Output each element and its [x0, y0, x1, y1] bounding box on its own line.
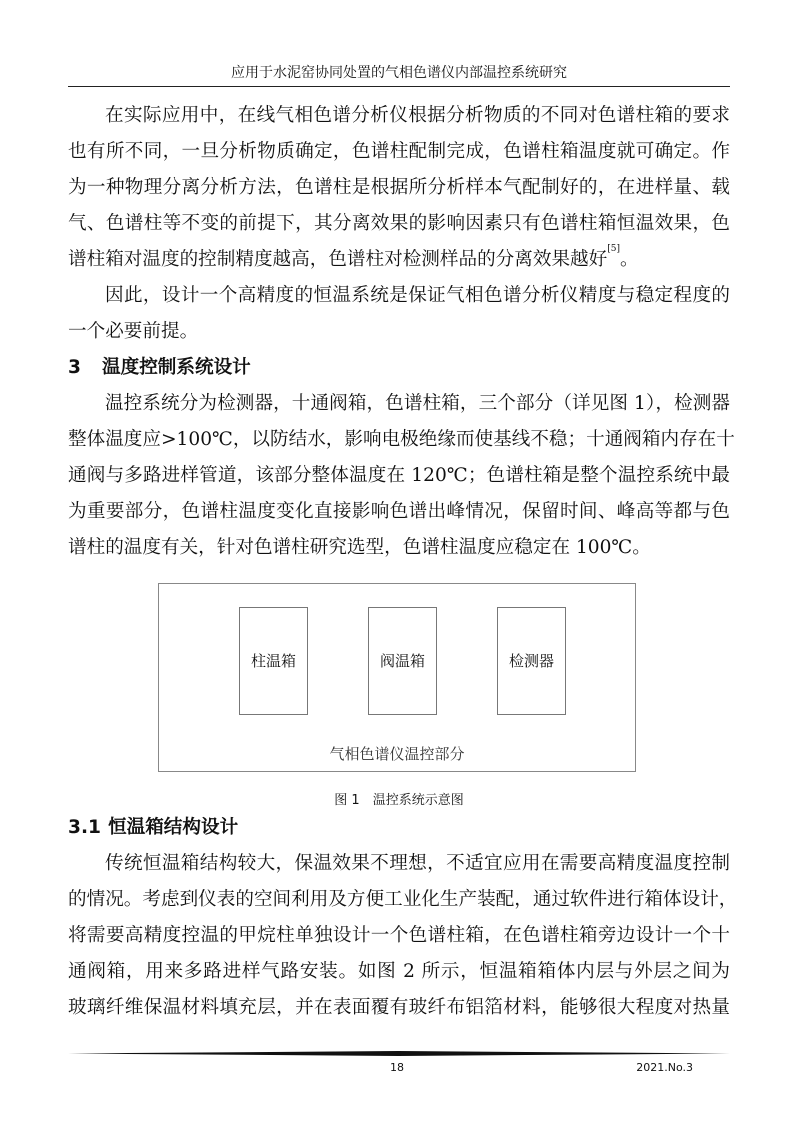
- figure-caption: 图 1 温控系统示意图: [334, 793, 464, 808]
- text: 。: [619, 249, 639, 270]
- issue-label: 2021.No.3: [636, 1061, 693, 1074]
- running-header: 应用于水泥窑协同处置的气相色谱仪内部温控系统研究: [231, 65, 567, 81]
- text-line: 一个必要前提。: [68, 321, 199, 342]
- paragraph-3: [68, 386, 735, 566]
- text: 谱柱箱对温度的控制精度越高，色谱柱对检测样品的分离效果越好: [68, 249, 608, 270]
- text-line: 通阀箱，用来多路进样气路安装。如图 2 所示，恒温箱箱体内层与外层之间为: [68, 961, 730, 982]
- citation[interactable]: [5]: [607, 244, 620, 254]
- section-title: 温度控制系统设计: [102, 357, 251, 378]
- text-line: 传统恒温箱结构较大，保温效果不理想，不适宜应用在需要高精度温度控制: [105, 853, 730, 874]
- text-line: 在实际应用中，在线气相色谱分析仪根据分析物质的不同对色谱柱箱的要求: [105, 105, 730, 126]
- figure-1: [68, 566, 730, 810]
- text-line: 通阀与多路进样管道，该部分整体温度在 120℃；色谱柱箱是整个温控系统中最: [68, 465, 730, 486]
- section-heading-3-1: [68, 810, 730, 846]
- text-line: 温控系统分为检测器，十通阀箱，色谱柱箱，三个部分（详见图 1），检测器: [105, 393, 730, 414]
- text-line: 玻璃纤维保温材料填充层，并在表面覆有玻纤布铝箔材料，能够很大程度对热量: [68, 997, 730, 1018]
- text-line: [68, 242, 730, 278]
- text-line: 将需要高精度控温的甲烷柱单独设计一个色谱柱箱，在色谱柱箱旁边设计一个十: [68, 925, 730, 946]
- valve-oven-box: 阀温箱: [368, 607, 437, 715]
- page-number: 18: [390, 1061, 404, 1074]
- text-line: 因此，设计一个高精度的恒温系统是保证气相色谱分析仪精度与稳定程度的: [105, 285, 730, 306]
- text-line: 的情况。考虑到仪表的空间利用及方便工业化生产装配，通过软件进行箱体设计，: [68, 889, 738, 910]
- footer-rule: [68, 1051, 730, 1055]
- section-number: 3.1: [68, 817, 101, 838]
- detector-box: 检测器: [497, 607, 566, 715]
- paragraph-1: [68, 98, 730, 278]
- text-line: 谱柱的温度有关，针对色谱柱研究选型，色谱柱温度应稳定在 100℃。: [68, 537, 651, 558]
- temperature-control-group: [158, 583, 636, 772]
- text-line: 为一种物理分离分析方法，色谱柱是根据所分析样本气配制好的，在进样量、载: [68, 177, 730, 198]
- section-heading-3: [68, 350, 730, 386]
- group-label: 气相色谱仪温控部分: [329, 745, 465, 763]
- text-line: 气、色谱柱等不变的前提下，其分离效果的影响因素只有色谱柱箱恒温效果，色: [68, 213, 730, 234]
- column-oven-box: 柱温箱: [239, 607, 308, 715]
- text-line: 为重要部分，色谱柱温度变化直接影响色谱出峰情况，保留时间、峰高等都与色: [68, 501, 730, 522]
- header-rule: [68, 86, 730, 87]
- section-title: 恒温箱结构设计: [108, 817, 239, 838]
- section-number: 3: [68, 357, 81, 378]
- paragraph-4: [68, 846, 738, 1026]
- text-line: 也有所不同，一旦分析物质确定，色谱柱配制完成，色谱柱箱温度就可确定。作: [68, 141, 730, 162]
- text-line: 整体温度应>100℃，以防结水，影响电极绝缘而使基线不稳；十通阀箱内存在十: [68, 429, 735, 450]
- paragraph-2: [68, 278, 730, 350]
- body-text: [68, 98, 738, 1026]
